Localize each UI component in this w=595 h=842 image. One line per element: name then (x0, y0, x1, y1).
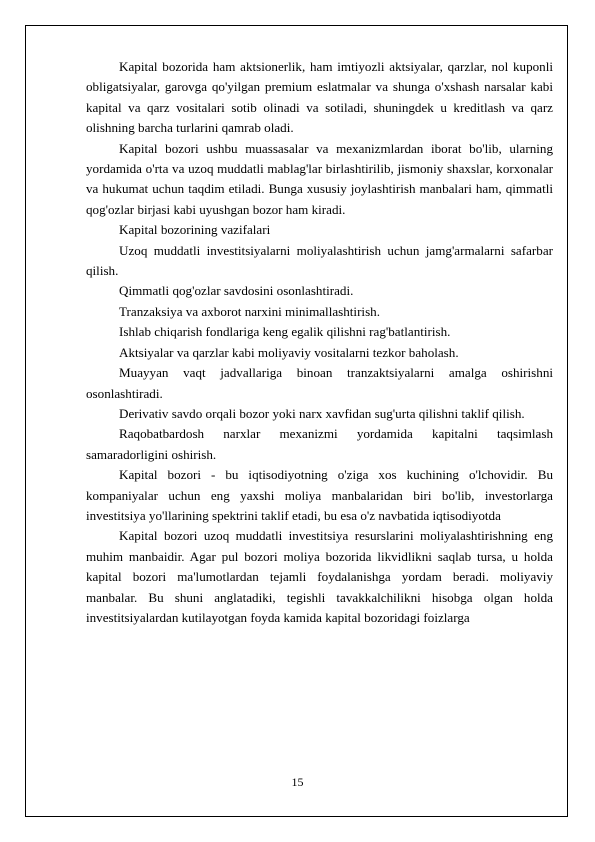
paragraph-2: Kapital bozori ushbu muassasalar va mexanizmlardan iborat bo'lib, ularning yordamida o'rta va uzoq muddatli mablag'lar birlashtirilib, jismoniy shaxslar, korxonalar va hukumat uchun taqdim etiladi. Bunga xususiy joylashtirish manbalari ham, qimmatli qog'ozlar birjasi kabi uyushgan bozor ham kiradi. (86, 140, 553, 217)
list-item: Aktsiyalar va qarzlar kabi moliyaviy vositalarni tezkor baholash. (119, 344, 459, 360)
list-item: Raqobatbardosh narxlar mexanizmi yordamida kapitalni taqsimlash samaradorligini oshirish. (86, 426, 553, 462)
paragraph-1: Kapital bozorida ham aktsionerlik, ham imtiyozli aktsiyalar, qarzlar, nol kuponli obligatsiyalar, garovga qo'yilgan premium eslatmalar va shunga o'xshash narsalar kabi kapital va qarz vositalari sotib olinadi va sotiladi, shuningdek u kreditlash va qarz olishning barcha turlarini qamrab oladi. (86, 59, 553, 136)
section-heading: Kapital bozorining vazifalari (119, 222, 271, 238)
list-item: Ishlab chiqarish fondlariga keng egalik qilishni rag'batlantirish. (119, 324, 451, 340)
document-body (86, 57, 553, 628)
page-number: 15 (291, 775, 304, 789)
list-item: Derivativ savdo orqali bozor yoki narx xavfidan sug'urta qilishni taklif qilish. (119, 405, 525, 421)
list-item: Uzoq muddatli investitsiyalarni moliyalashtirish uchun jamg'armalarni safarbar qilish. (86, 242, 553, 279)
paragraph-3: Kapital bozori - bu iqtisodiyotning o'ziga xos kuchining o'lchovidir. Bu kompaniyalar uchun eng yaxshi moliya manbalaridan biri bo'lib, investorlarga investitsiya yo'llarining spektrini taklif etadi, bu esa o'z navbatida iqtisodiyotda (86, 467, 553, 523)
list-item: Qimmatli qog'ozlar savdosini osonlashtiradi. (119, 283, 354, 299)
list-item: Tranzaksiya va axborot narxini minimallashtirish. (119, 303, 380, 319)
paragraph-4: Kapital bozori uzoq muddatli investitsiya resurslarini moliyalashtirishning eng muhim manbaidir. Agar pul bozori moliya bozorida likvidlikni saqlab tursa, u holda kapital bozori ma'lumotlardan tejamli foydalanishga yordam beradi. moliyaviy manbalar. Bu shuni anglatadiki, tegishli tavakkalchilikni hisobga olgan holda investitsiyalardan kutilayotgan foyda kamida kapital bozoridagi foizlarga (86, 528, 553, 625)
list-item: Muayyan vaqt jadvallariga binoan tranzaktsiyalarni amalga oshirishni osonlashtiradi. (86, 365, 553, 401)
